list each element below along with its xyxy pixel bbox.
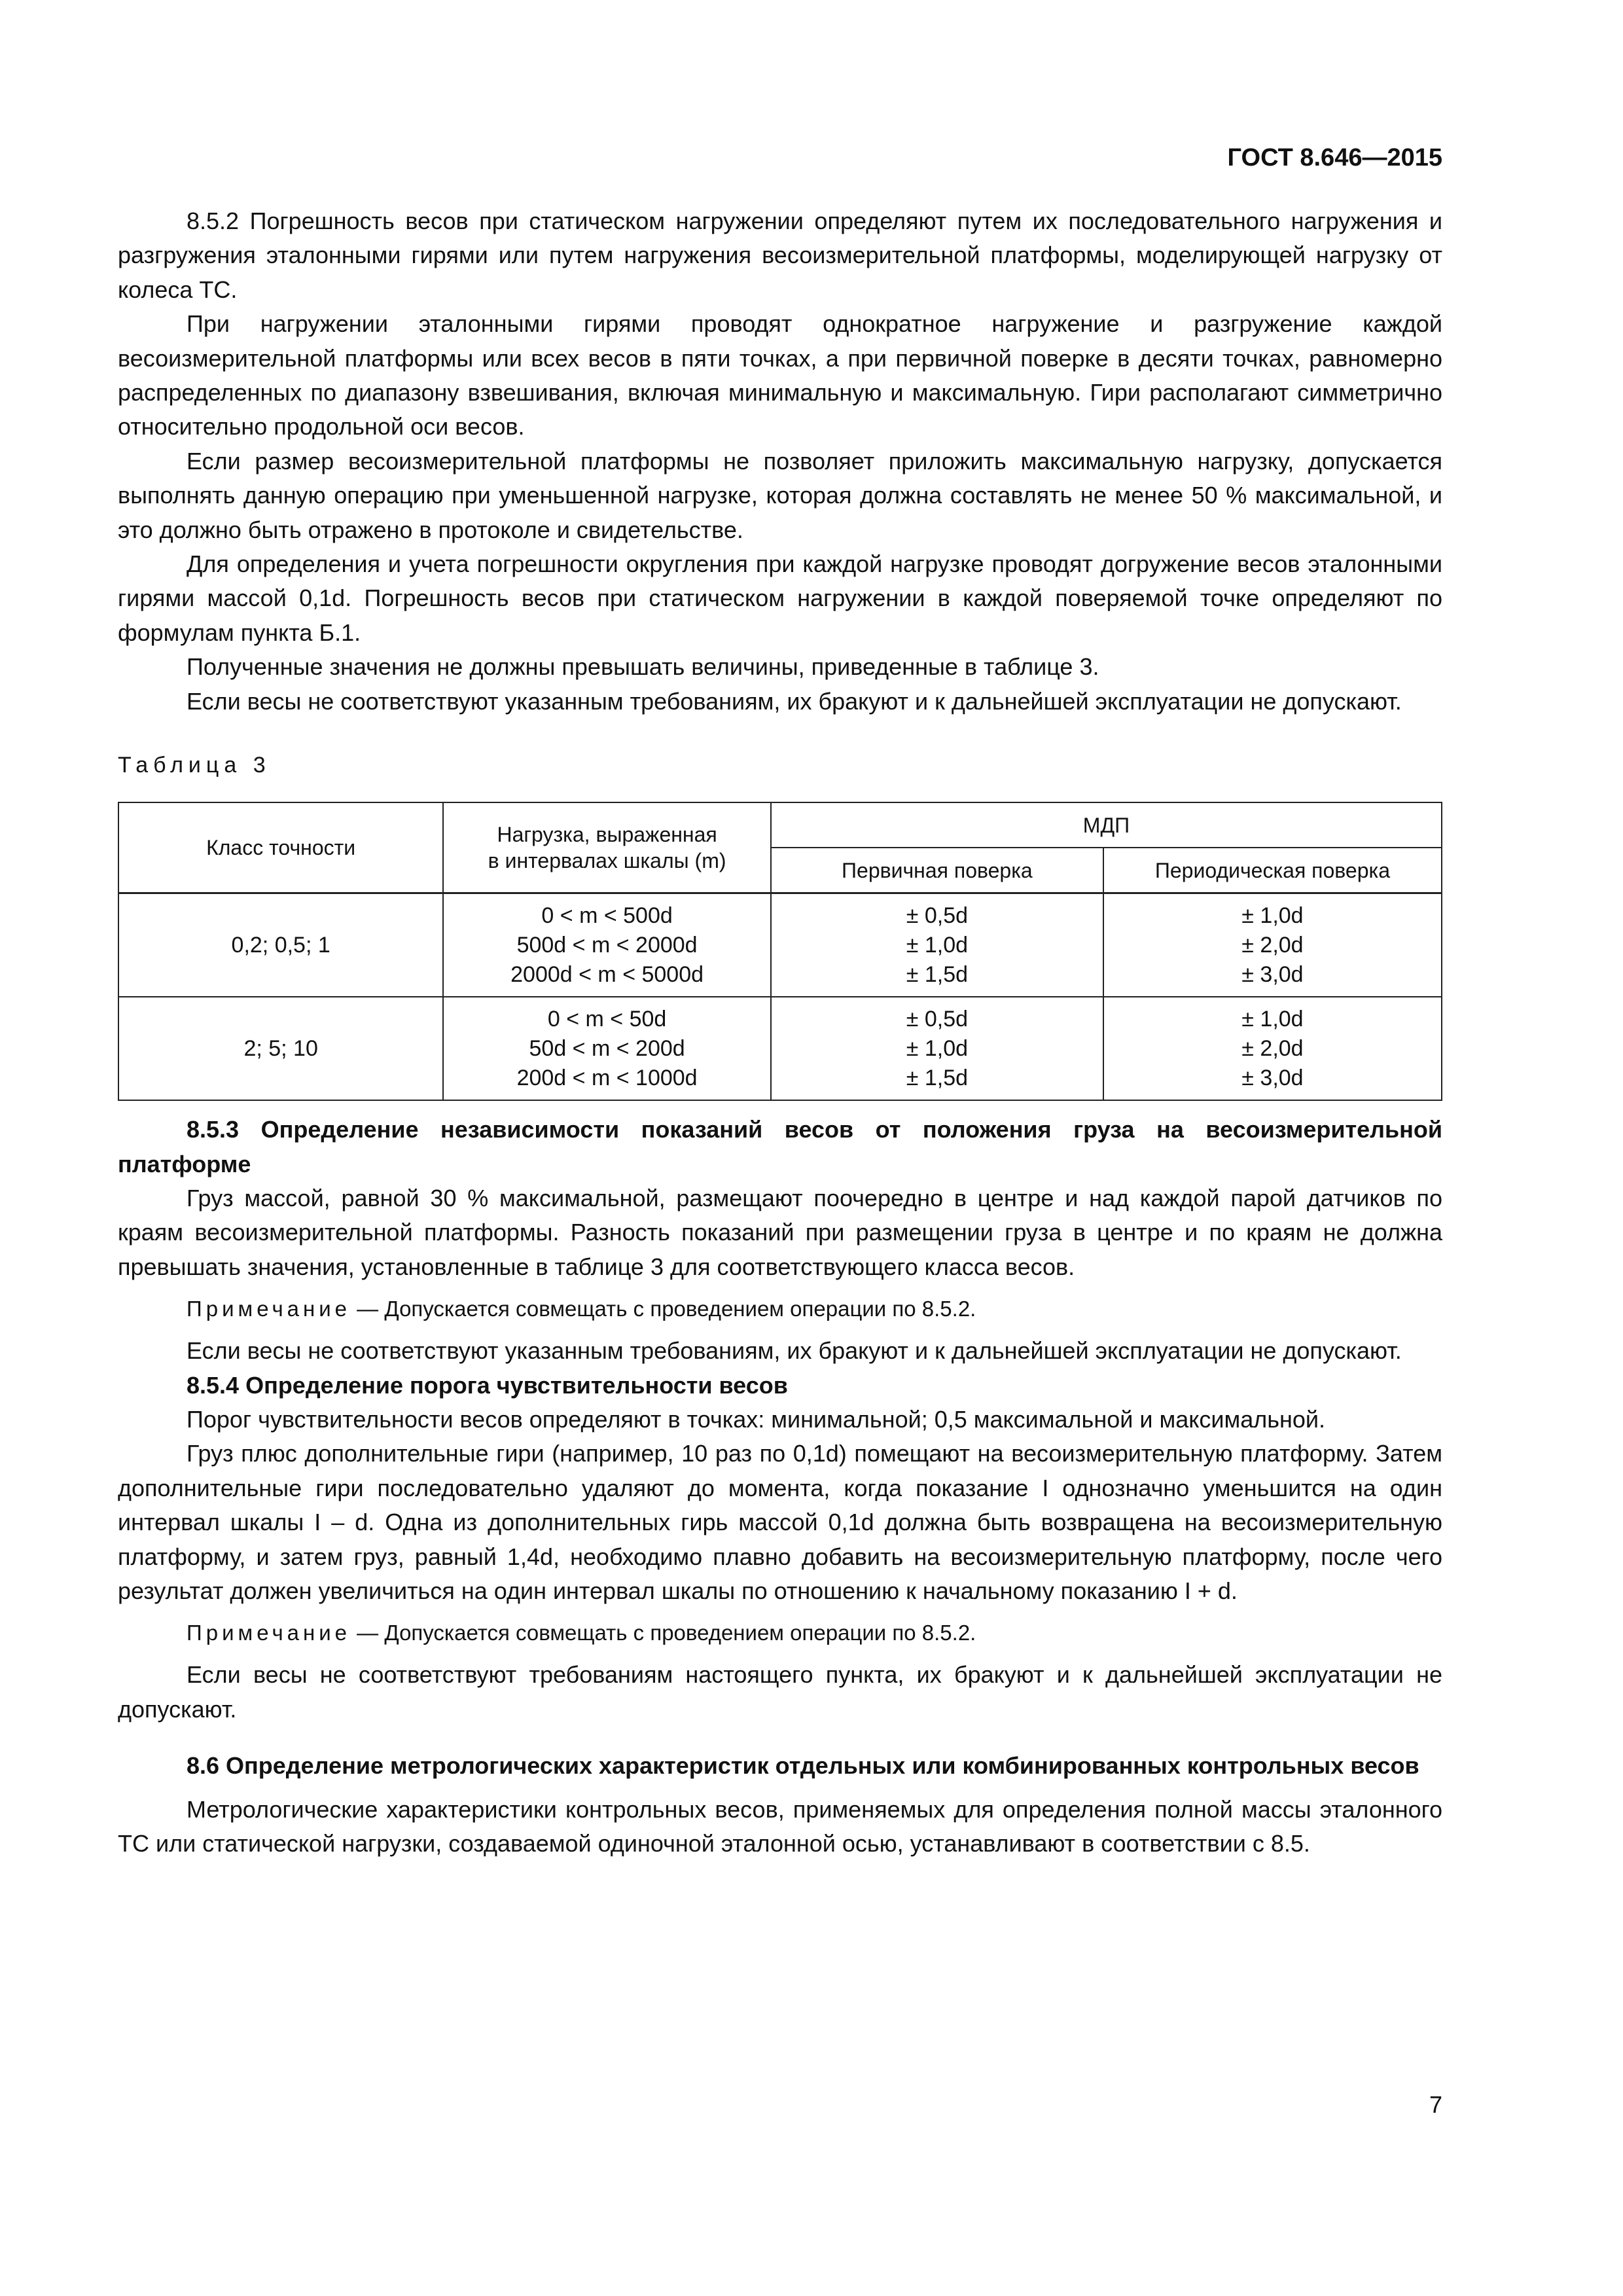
paragraph-852-1: 8.5.2 Погрешность весов при статическом нагружении определяют путем их последовательного нагружения и разгружения эталонными гирями или путем нагружения весоизмерительной платформы, моделирующей нагрузку от колеса ТС. bbox=[118, 207, 1442, 303]
paragraph-853-2: Если весы не соответствуют указанным требованиям, их бракуют и к дальнейшей эксплуатации не допускают. bbox=[187, 1337, 1402, 1365]
note-text: — Допускается совмещать с проведением операции по 8.5.2. bbox=[351, 1297, 976, 1321]
row1-loads bbox=[443, 893, 771, 997]
heading-86: 8.6 Определение метрологических характеристик отдельных или комбинированных контрольных весов bbox=[187, 1752, 1419, 1780]
row1-primary-value: ± 0,5d bbox=[906, 903, 969, 928]
table-caption: Таблица 3 bbox=[118, 753, 271, 778]
row2-primary-value: ± 1,0d bbox=[906, 1035, 969, 1061]
paragraph-852-2: При нагружении эталонными гирями проводят однократное нагружение и разгружение каждой весоизмерительной платформы или всех весов в пяти точках, а при первичной поверке в десяти точках, равномерно распределенных по диапазону взвешивания, включая минимальную и максимальную. Гири располагают симметрично относительно продольной оси весов. bbox=[118, 310, 1442, 440]
header-mdp: МДП bbox=[771, 802, 1442, 848]
header-periodic: Периодическая поверка bbox=[1103, 848, 1442, 893]
paragraph-852-4: Для определения и учета погрешности округления при каждой нагрузке проводят догружение весов эталонными гирями массой 0,1d. Погрешность весов при статическом нагружении в каждой поверяемой точке определяют по формулам пункта Б.1. bbox=[118, 550, 1442, 646]
note-label: Примечание bbox=[187, 1621, 351, 1645]
row1-periodic-value: ± 3,0d bbox=[1241, 961, 1304, 987]
paragraph-852-5: Полученные значения не должны превышать величины, приведенные в таблице 3. bbox=[187, 653, 1099, 681]
heading-853: 8.5.3 Определение независимости показаний весов от положения груза на весоизмерительной платформе bbox=[118, 1116, 1442, 1177]
row2-periodic-value: ± 2,0d bbox=[1241, 1035, 1304, 1061]
paragraph-86-1: Метрологические характеристики контрольных весов, применяемых для определения полной массы эталонного ТС или статической нагрузки, создаваемой одиночной эталонной осью, устанавливают в соответствии с 8.5. bbox=[118, 1795, 1442, 1857]
row1-periodic bbox=[1103, 893, 1442, 997]
row2-periodic bbox=[1103, 997, 1442, 1100]
heading-854: 8.5.4 Определение порога чувствительности весов bbox=[187, 1371, 788, 1399]
document-page bbox=[118, 141, 1442, 1861]
row2-load: 50d < m < 200d bbox=[529, 1035, 685, 1061]
row1-primary-value: ± 1,5d bbox=[906, 961, 969, 987]
row2-loads bbox=[443, 997, 771, 1100]
row1-primary-value: ± 1,0d bbox=[906, 932, 969, 958]
paragraph-853-1: Груз массой, равной 30 % максимальной, размещают поочередно в центре и над каждой парой датчиков по краям весоизмерительной платформы. Разность показаний при размещении груза в центре и по краям не должна превышать значения, установленные в таблице 3 для соответствующего класса весов. bbox=[118, 1184, 1442, 1280]
row2-periodic-value: ± 1,0d bbox=[1241, 1006, 1304, 1031]
note-853 bbox=[118, 1292, 1442, 1326]
row1-load: 0 < m < 500d bbox=[541, 903, 673, 928]
page-number: 7 bbox=[1429, 2091, 1442, 2118]
row1-load: 2000d < m < 5000d bbox=[510, 961, 704, 987]
row1-class: 0,2; 0,5; 1 bbox=[118, 893, 443, 997]
paragraph-854-3: Если весы не соответствуют требованиям настоящего пункта, их бракуют и к дальнейшей эксплуатации не допускают. bbox=[118, 1661, 1442, 1723]
note-854 bbox=[118, 1616, 1442, 1650]
paragraph-854-2: Груз плюс дополнительные гири (например, 10 раз по 0,1d) помещают на весоизмерительную платформу. Затем дополнительные гири последовательно удаляют до момента, когда показание I однозначно уменьшится на один интервал шкалы I – d. Одна из дополнительных гирь массой 0,1d должна быть возвращена на весоизмерительную платформу, и затем груз, равный 1,4d, необходимо плавно добавить на весоизмерительную платформу, после чего результат должен увеличиться на один интервал шкалы по отношению к начальному показанию I + d. bbox=[118, 1440, 1442, 1604]
paragraph-852-6: Если весы не соответствуют указанным требованиям, их бракуют и к дальнейшей эксплуатации не допускают. bbox=[187, 687, 1402, 715]
row2-class: 2; 5; 10 bbox=[118, 997, 443, 1100]
row1-periodic-value: ± 1,0d bbox=[1241, 903, 1304, 928]
paragraph-852-3: Если размер весоизмерительной платформы не позволяет приложить максимальную нагрузку, допускается выполнять данную операцию при уменьшенной нагрузке, которая должна составлять не менее 50 % максимальной, и это должно быть отражено в протоколе и свидетельстве. bbox=[118, 447, 1442, 543]
row1-load: 500d < m < 2000d bbox=[516, 932, 698, 958]
row2-primary-value: ± 0,5d bbox=[906, 1006, 969, 1031]
row2-primary-value: ± 1,5d bbox=[906, 1065, 969, 1090]
note-label: Примечание bbox=[187, 1297, 351, 1321]
header-class: Класс точности bbox=[118, 802, 443, 893]
row2-load: 0 < m < 50d bbox=[547, 1006, 667, 1031]
header-primary: Первичная поверка bbox=[771, 848, 1103, 893]
table-3 bbox=[118, 802, 1442, 1101]
row2-periodic-value: ± 3,0d bbox=[1241, 1065, 1304, 1090]
row1-periodic-value: ± 2,0d bbox=[1241, 932, 1304, 958]
row1-primary bbox=[771, 893, 1103, 997]
document-id-header: ГОСТ 8.646—2015 bbox=[1227, 144, 1442, 171]
row2-load: 200d < m < 1000d bbox=[516, 1065, 698, 1090]
row2-primary bbox=[771, 997, 1103, 1100]
header-load-line2: в интервалах шкалы (m) bbox=[488, 849, 726, 873]
note-text: — Допускается совмещать с проведением операции по 8.5.2. bbox=[351, 1621, 976, 1645]
header-load bbox=[443, 802, 771, 893]
header-load-line1: Нагрузка, выраженная bbox=[497, 823, 717, 847]
paragraph-854-1: Порог чувствительности весов определяют в точках: минимальной; 0,5 максимальной и максимальной. bbox=[187, 1405, 1326, 1433]
